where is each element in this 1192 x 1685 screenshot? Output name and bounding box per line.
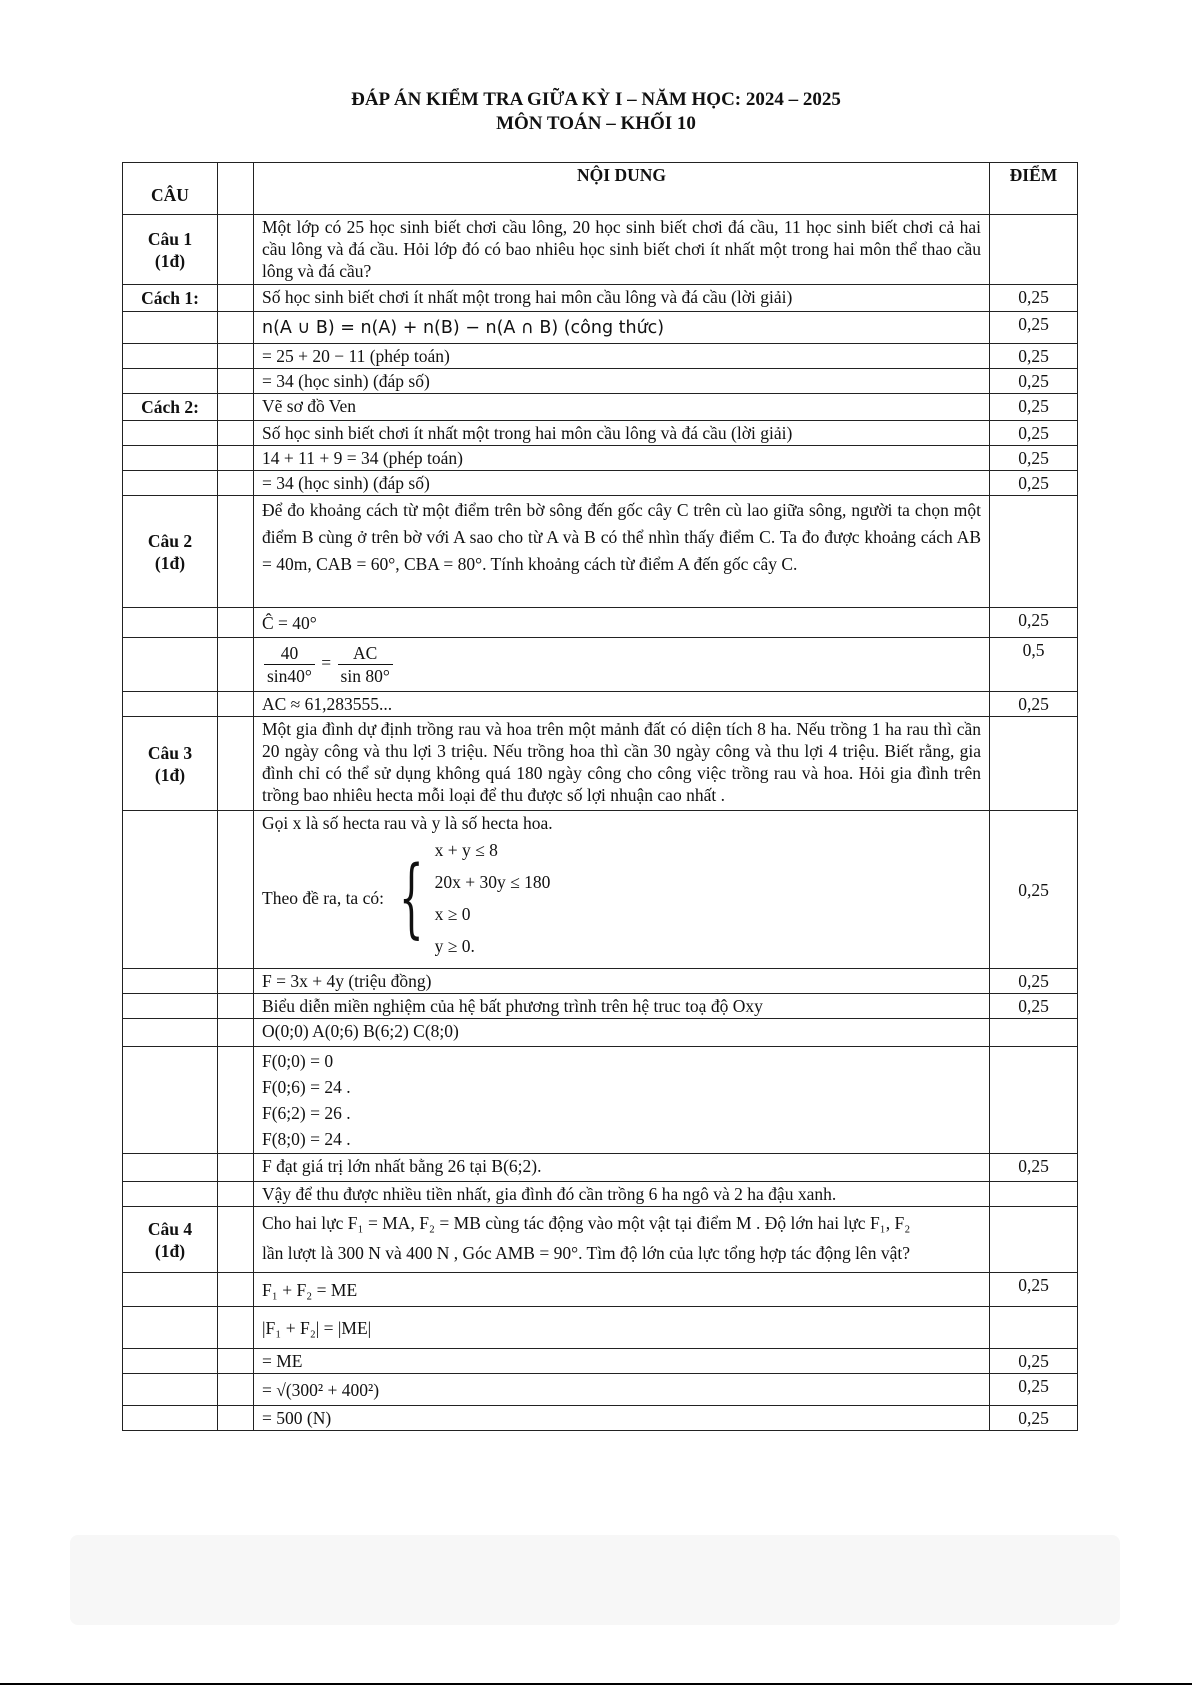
answer-step: F đạt giá trị lớn nhất bằng 26 tại B(6;2). (254, 1154, 990, 1182)
q3-question-row (123, 717, 1078, 811)
q4-text: Cho hai lực F₁ = MA, F₂ = MB cùng tác động vào một vật tại điểm M . Độ lớn hai lực F₁, F₂ lần lượt là 300 N và 400 N , Góc AMB = 90°. Tìm độ lớn của lực tổng hợp tác động lên vật? (254, 1207, 990, 1273)
q2-label: Câu 2 (1đ) (123, 496, 218, 608)
answer-step: = √(300² + 400²) (254, 1374, 990, 1406)
table-row (123, 369, 1078, 394)
answer-step: = 25 + 20 − 11 (phép toán) (254, 344, 990, 369)
table-row (123, 394, 1078, 421)
fraction: $\frac{40}{\sin 40^\circ}$ (264, 642, 315, 687)
table-row (123, 994, 1078, 1019)
system-label: Theo đề ra, ta có: (262, 888, 384, 908)
table-row (123, 1307, 1078, 1349)
table-row (123, 1182, 1078, 1207)
table-row (123, 1406, 1078, 1431)
answer-step: Số học sinh biết chơi ít nhất một trong hai môn cầu lông và đá cầu (lời giải) (254, 421, 990, 446)
score: 0,25 (990, 312, 1078, 344)
answer-step: 14 + 11 + 9 = 34 (phép toán) (254, 446, 990, 471)
q1-method1-label: Cách 1: (123, 285, 218, 312)
table-row (123, 1047, 1078, 1154)
answer-step: = ME (254, 1349, 990, 1374)
table-row (123, 638, 1078, 692)
table-row (123, 608, 1078, 638)
q2-question-row (123, 496, 1078, 608)
q4-label: Câu 4 (1đ) (123, 1207, 218, 1273)
header-row (123, 163, 1078, 215)
table-row (123, 1019, 1078, 1047)
score: 0,25 (990, 446, 1078, 471)
col-header-noidung: NỘI DUNG (254, 163, 990, 215)
score: 0,25 (990, 369, 1078, 394)
answer-step: F = 3x + 4y (triệu đồng) (254, 969, 990, 994)
table-row (123, 471, 1078, 496)
answer-step: Biểu diễn miền nghiệm của hệ bất phương trình trên hệ truc toạ độ Oxy (254, 994, 990, 1019)
col-header-cau: CÂU (123, 163, 218, 215)
score: 0,25 (990, 285, 1078, 312)
table-row (123, 692, 1078, 717)
table-row (123, 1273, 1078, 1307)
score: 0,25 (990, 421, 1078, 446)
score: 0,25 (990, 1406, 1078, 1431)
q1-text: Một lớp có 25 học sinh biết chơi cầu lông, 20 học sinh biết chơi đá cầu, 11 học sinh biết chơi cả hai cầu lông và đá cầu. Hỏi lớp đó có bao nhiêu học sinh biết chơi ít nhất một trong hai môn thể thao cầu lông và đá cầu? (254, 215, 990, 285)
q3-label: Câu 3 (1đ) (123, 717, 218, 811)
table-row (123, 446, 1078, 471)
answer-step: = 34 (học sinh) (đáp số) (254, 471, 990, 496)
col-header-diem: ĐIỂM (990, 163, 1078, 215)
score: 0,25 (990, 969, 1078, 994)
fraction: $\frac{AC}{\sin 80^\circ}$ (338, 642, 393, 687)
q4-question-row (123, 1207, 1078, 1273)
table-row (123, 344, 1078, 369)
score: 0,25 (990, 1349, 1078, 1374)
score: 0,25 (990, 471, 1078, 496)
table-row (123, 969, 1078, 994)
answer-step: AC ≈ 61,283555... (254, 692, 990, 717)
q1-question-row (123, 215, 1078, 285)
doc-title: ĐÁP ÁN KIỂM TRA GIỮA KỲ I – NĂM HỌC: 2024 – 2025 (351, 89, 841, 110)
answer-step: F₁ + F₂ = ME (254, 1273, 990, 1307)
answer-step: Ĉ = 40° (254, 608, 990, 638)
doc-subtitle: MÔN TOÁN – KHỐI 10 (496, 113, 696, 134)
inequality-system: { x + y ≤ 8 20x + 30y ≤ 180 x ≥ 0 y ≥ 0. (399, 840, 551, 956)
score (990, 1307, 1078, 1349)
score: 0,5 (990, 638, 1078, 692)
q1-label: Câu 1 (1đ) (123, 215, 218, 285)
answer-step: O(0;0) A(0;6) B(6;2) C(8;0) (254, 1019, 990, 1047)
answer-step: = 34 (học sinh) (đáp số) (254, 369, 990, 394)
answer-step: Vậy để thu được nhiều tiền nhất, gia đình đó cần trồng 6 ha ngô và 2 ha đậu xanh. (254, 1182, 990, 1207)
table-row (123, 1154, 1078, 1182)
score: 0,25 (990, 811, 1078, 969)
score: 0,25 (990, 344, 1078, 369)
score: 0,25 (990, 394, 1078, 421)
footer-shade (70, 1535, 1120, 1625)
table-row (123, 285, 1078, 312)
score: 0,25 (990, 608, 1078, 638)
answer-step: |F₁ + F₂| = |ME| (254, 1307, 990, 1349)
answer-step: Số học sinh biết chơi ít nhất một trong hai môn cầu lông và đá cầu (lời giải) (254, 285, 990, 312)
score: 0,25 (990, 1374, 1078, 1406)
answer-step: Vẽ sơ đồ Ven (254, 394, 990, 421)
table-row (123, 1374, 1078, 1406)
answer-step: F(0;0) = 0 F(0;6) = 24 . F(6;2) = 26 . F(8;0) = 24 . (254, 1047, 990, 1154)
table-row (123, 421, 1078, 446)
score: 0,25 (990, 1154, 1078, 1182)
q1-method2-label: Cách 2: (123, 394, 218, 421)
answer-step (254, 811, 990, 969)
score: 0,25 (990, 1273, 1078, 1307)
score: 0,25 (990, 994, 1078, 1019)
table-row (123, 1349, 1078, 1374)
answer-step: $\frac{40}{\sin 40^\circ}$ = $\frac{AC}{\sin 80^\circ}$ (254, 638, 990, 692)
q2-text: Để đo khoảng cách từ một điểm trên bờ sông đến gốc cây C trên cù lao giữa sông, người ta chọn một điểm B cùng ở trên bờ với A sao cho từ A và B có thể nhìn thấy điểm C. Ta đo được khoảng cách AB = 40m, CAB = 60°, CBA = 80°. Tính khoảng cách từ điểm A đến gốc cây C. (254, 496, 990, 608)
score: 0,25 (990, 692, 1078, 717)
q3-intro: Gọi x là số hecta rau và y là số hecta hoa. (262, 813, 553, 833)
answer-table (122, 162, 1078, 1431)
q3-text: Một gia đình dự định trồng rau và hoa trên một mảnh đất có diện tích 8 ha. Nếu trồng 1 ha rau thì cần 20 ngày công và thu lợi 3 triệu. Nếu trồng hoa thì cần 30 ngày công và thu lợi 4 triệu. Biết rằng, gia đình chỉ có thể sử dụng không quá 180 ngày công cho công việc trồng rau và hoa. Hỏi gia đình trên trồng bao nhiêu hecta mỗi loại để thu được số lợi nhuận cao nhất . (254, 717, 990, 811)
answer-step: n(A ∪ B) = n(A) + n(B) − n(A ∩ B) (công thức) (254, 312, 990, 344)
table-row (123, 312, 1078, 344)
table-row (123, 811, 1078, 969)
answer-step: = 500 (N) (254, 1406, 990, 1431)
